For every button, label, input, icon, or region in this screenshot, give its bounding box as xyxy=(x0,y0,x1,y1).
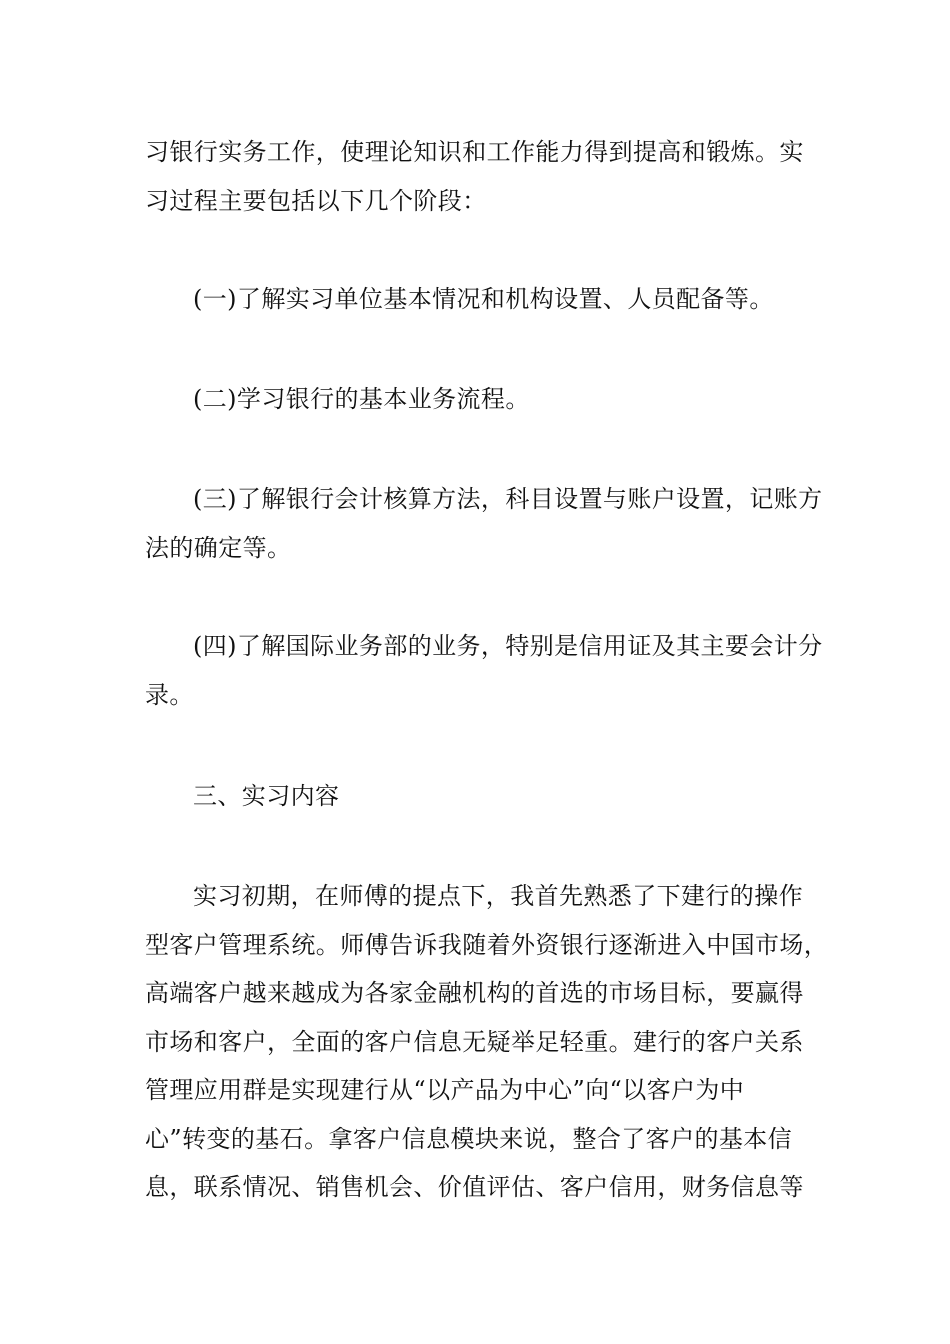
section-heading-text: 三、实习内容 xyxy=(193,782,340,810)
paragraph-line: 习银行实务工作，使理论知识和工作能力得到提高和锻炼。实 xyxy=(145,138,804,166)
paragraph-line: (一)了解实习单位基本情况和机构设置、人员配备等。 xyxy=(193,285,774,313)
paragraph-line: 录。 xyxy=(145,680,194,709)
paragraph-line: (三)了解银行会计核算方法，科目设置与账户设置，记账方 xyxy=(193,485,823,513)
paragraph-line: (四)了解国际业务部的业务，特别是信用证及其主要会计分 xyxy=(193,632,823,660)
paragraph-line: 息，联系情况、销售机会、价值评估、客户信用，财务信息等 xyxy=(145,1173,804,1201)
paragraph-line: 法的确定等。 xyxy=(145,533,292,562)
paragraph-line: 管理应用群是实现建行从“以产品为中心”向“以客户为中 xyxy=(145,1076,745,1104)
stage-4-paragraph xyxy=(145,622,823,719)
paragraph-line: 实习初期，在师傅的提点下，我首先熟悉了下建行的操作 xyxy=(193,882,803,910)
stage-2-paragraph xyxy=(145,375,815,424)
paragraph-line: 市场和客户，全面的客户信息无疑举足轻重。建行的客户关系 xyxy=(145,1027,804,1056)
paragraph-line: 高端客户越来越成为各家金融机构的首选的市场目标，要赢得 xyxy=(145,979,804,1007)
stage-1-paragraph xyxy=(145,275,815,324)
intro-paragraph xyxy=(145,128,815,225)
section-heading xyxy=(145,772,815,821)
paragraph-line: 习过程主要包括以下几个阶段： xyxy=(145,186,487,215)
stage-3-paragraph xyxy=(145,475,823,572)
paragraph-line: 心”转变的基石。拿客户信息模块来说，整合了客户的基本信 xyxy=(145,1124,793,1153)
content-paragraph xyxy=(145,872,829,1212)
paragraph-line: (二)学习银行的基本业务流程。 xyxy=(193,385,530,413)
paragraph-line: 型客户管理系统。师傅告诉我随着外资银行逐渐进入中国市场， xyxy=(145,930,829,959)
